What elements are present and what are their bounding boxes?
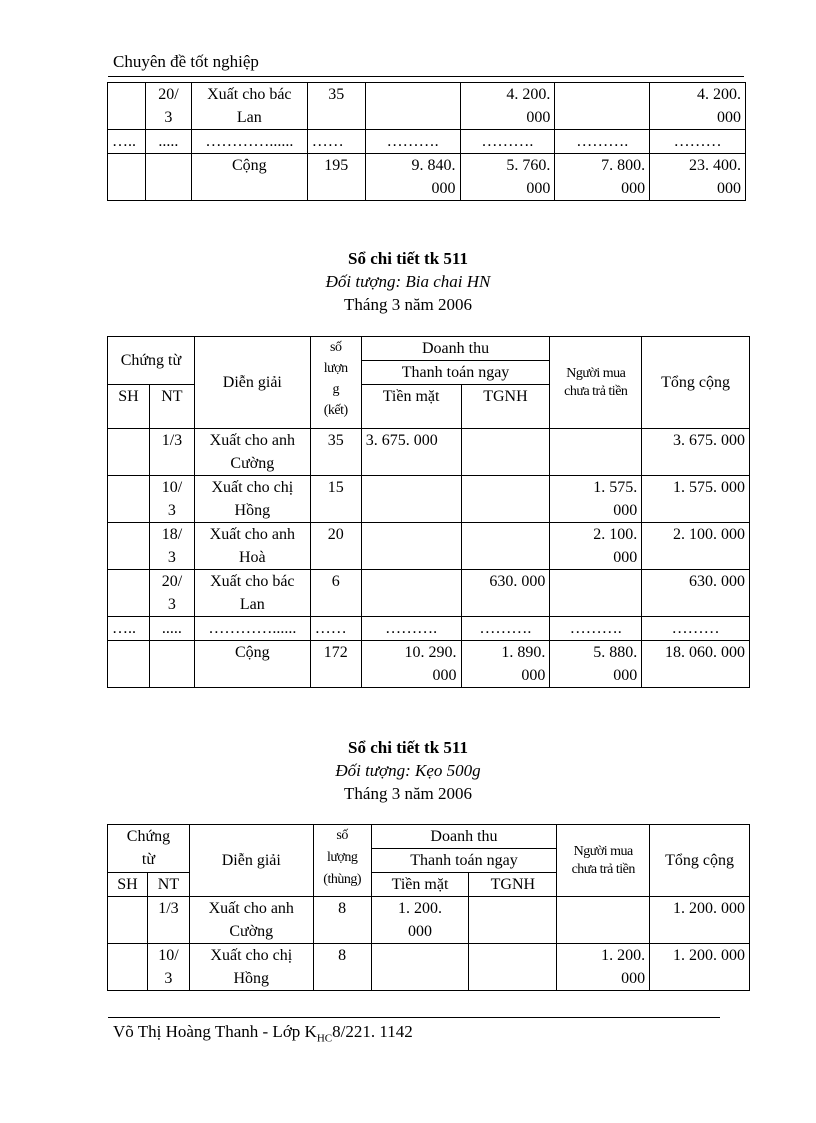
total-cell: 3. 675. 000 — [642, 429, 750, 476]
nt-cell: ..... — [145, 130, 191, 154]
total-cell: ……… — [642, 617, 750, 641]
nt-header: NT — [147, 873, 189, 897]
desc-cell: …………...... — [191, 130, 307, 154]
footer-divider — [108, 1017, 720, 1018]
total-row — [108, 154, 746, 201]
qty-cell: 8 — [313, 897, 371, 944]
tgnh-header: TGNH — [469, 873, 557, 897]
cash-cell — [365, 83, 460, 130]
section-title: Sổ chi tiết tk 511 — [348, 249, 468, 268]
nt-cell: 10/ 3 — [149, 476, 194, 523]
nt-cell: 20/ 3 — [145, 83, 191, 130]
qty-cell: 6 — [310, 570, 361, 617]
cash-header: Tiền mặt — [371, 873, 469, 897]
desc-cell: Xuất cho chị Hồng — [194, 476, 310, 523]
cash-cell — [361, 476, 461, 523]
qty-cell: 172 — [310, 641, 361, 688]
pay-now-header: Thanh toán ngay — [361, 361, 550, 385]
cash-cell — [361, 523, 461, 570]
qty-cell: …… — [310, 617, 361, 641]
table-row — [108, 570, 750, 617]
sh-cell: ….. — [108, 617, 150, 641]
desc-cell: Cộng — [194, 641, 310, 688]
total-cell: 1. 200. 000 — [650, 944, 750, 991]
qty-cell: 8 — [313, 944, 371, 991]
credit-cell — [550, 429, 642, 476]
cash-cell: 1. 200. 000 — [371, 897, 469, 944]
credit-header: Người mua chưa trả tiền — [550, 337, 642, 429]
table-row — [108, 897, 750, 944]
tgnh-cell: 5. 760. 000 — [460, 154, 555, 201]
nt-cell: 1/3 — [147, 897, 189, 944]
credit-cell: 5. 880. 000 — [550, 641, 642, 688]
tgnh-cell: ………. — [461, 617, 550, 641]
qty-cell: 35 — [310, 429, 361, 476]
total-cell: ……… — [650, 130, 746, 154]
continuation-table — [107, 82, 746, 201]
total-header: Tổng cộng — [650, 825, 750, 897]
cash-cell: ………. — [361, 617, 461, 641]
credit-cell: ………. — [550, 617, 642, 641]
nt-cell: ..... — [149, 617, 194, 641]
revenue-header: Doanh thu — [361, 337, 550, 361]
sh-cell — [108, 429, 150, 476]
desc-cell: Xuất cho anh Hoà — [194, 523, 310, 570]
desc-header: Diễn giải — [189, 825, 313, 897]
total-cell: 18. 060. 000 — [642, 641, 750, 688]
sh-cell — [108, 523, 150, 570]
table-row — [108, 83, 746, 130]
qty-cell: …… — [307, 130, 365, 154]
table-row — [108, 476, 750, 523]
qty-cell: 35 — [307, 83, 365, 130]
desc-cell: Xuất cho bác Lan — [194, 570, 310, 617]
credit-cell — [557, 897, 650, 944]
tgnh-cell — [461, 476, 550, 523]
table-row — [108, 617, 750, 641]
sh-cell: ….. — [108, 130, 146, 154]
nt-cell: 20/ 3 — [149, 570, 194, 617]
total-cell: 23. 400. 000 — [650, 154, 746, 201]
page-header: Chuyên đề tốt nghiệp — [113, 52, 259, 71]
qty-cell: 15 — [310, 476, 361, 523]
sh-header: SH — [108, 385, 150, 429]
sh-cell — [108, 944, 148, 991]
nt-cell: 1/3 — [149, 429, 194, 476]
tgnh-cell: 1. 890. 000 — [461, 641, 550, 688]
section-month: Tháng 3 năm 2006 — [344, 295, 472, 314]
sh-cell — [108, 641, 150, 688]
credit-cell: ………. — [555, 130, 650, 154]
table-row — [108, 944, 750, 991]
desc-cell: Cộng — [191, 154, 307, 201]
voucher-header: Chứng từ — [108, 337, 195, 385]
total-header: Tổng cộng — [642, 337, 750, 429]
total-cell: 1. 200. 000 — [650, 897, 750, 944]
table-row — [108, 130, 746, 154]
credit-header: Người mua chưa trả tiền — [557, 825, 650, 897]
sh-cell — [108, 897, 148, 944]
desc-cell: Xuất cho anh Cường — [189, 897, 313, 944]
tgnh-cell: 630. 000 — [461, 570, 550, 617]
total-cell: 1. 575. 000 — [642, 476, 750, 523]
cash-header: Tiền mặt — [361, 385, 461, 429]
sh-cell — [108, 476, 150, 523]
table-row — [108, 523, 750, 570]
credit-cell — [550, 570, 642, 617]
voucher-header: Chứng từ — [108, 825, 190, 873]
sh-cell — [108, 570, 150, 617]
qty-header: số lượng (thùng) — [313, 825, 371, 897]
cash-cell — [371, 944, 469, 991]
nt-cell — [149, 641, 194, 688]
pay-now-header: Thanh toán ngay — [371, 849, 557, 873]
cash-cell — [361, 570, 461, 617]
tgnh-cell: 4. 200. 000 — [460, 83, 555, 130]
ledger-table-bia — [107, 336, 750, 688]
table-row — [108, 429, 750, 476]
desc-cell: Xuất cho anh Cường — [194, 429, 310, 476]
cash-cell: 9. 840. 000 — [365, 154, 460, 201]
tgnh-cell — [461, 429, 550, 476]
tgnh-cell — [469, 897, 557, 944]
revenue-header: Doanh thu — [371, 825, 557, 849]
sh-cell — [108, 83, 146, 130]
total-cell: 2. 100. 000 — [642, 523, 750, 570]
desc-header: Diễn giải — [194, 337, 310, 429]
page-number: 42 — [395, 1022, 413, 1041]
tgnh-cell — [469, 944, 557, 991]
header-row — [108, 825, 750, 849]
sh-header: SH — [108, 873, 148, 897]
desc-cell: Xuất cho chị Hồng — [189, 944, 313, 991]
header-divider — [108, 76, 744, 77]
credit-cell: 1. 200. 000 — [557, 944, 650, 991]
sh-cell — [108, 154, 146, 201]
total-cell: 4. 200. 000 — [650, 83, 746, 130]
page-footer — [113, 1022, 413, 1044]
desc-cell: …………...... — [194, 617, 310, 641]
footer-class-sub: HC — [316, 1032, 333, 1045]
cash-cell: ………. — [365, 130, 460, 154]
ledger-table-keo — [107, 824, 750, 991]
credit-cell: 2. 100. 000 — [550, 523, 642, 570]
qty-header: số lượn g (kết) — [310, 337, 361, 429]
credit-cell: 1. 575. 000 — [550, 476, 642, 523]
total-cell: 630. 000 — [642, 570, 750, 617]
section-title: Sổ chi tiết tk 511 — [348, 738, 468, 757]
section-subtitle: Đối tượng: Kẹo 500g — [335, 761, 481, 780]
qty-cell: 20 — [310, 523, 361, 570]
nt-cell — [145, 154, 191, 201]
credit-cell: 7. 800. 000 — [555, 154, 650, 201]
qty-cell: 195 — [307, 154, 365, 201]
total-row — [108, 641, 750, 688]
header-row — [108, 337, 750, 361]
nt-cell: 18/ 3 — [149, 523, 194, 570]
tgnh-cell — [461, 523, 550, 570]
tgnh-cell: ………. — [460, 130, 555, 154]
footer-author: Võ Thị Hoàng Thanh - Lớp K — [113, 1022, 317, 1041]
section-month: Tháng 3 năm 2006 — [344, 784, 472, 803]
tgnh-header: TGNH — [461, 385, 550, 429]
section-subtitle: Đối tượng: Bia chai HN — [325, 272, 491, 291]
desc-cell: Xuất cho bác Lan — [191, 83, 307, 130]
footer-class: 8/221. 11 — [332, 1022, 396, 1041]
nt-cell: 10/ 3 — [147, 944, 189, 991]
nt-header: NT — [149, 385, 194, 429]
cash-cell: 3. 675. 000 — [361, 429, 461, 476]
cash-cell: 10. 290. 000 — [361, 641, 461, 688]
credit-cell — [555, 83, 650, 130]
